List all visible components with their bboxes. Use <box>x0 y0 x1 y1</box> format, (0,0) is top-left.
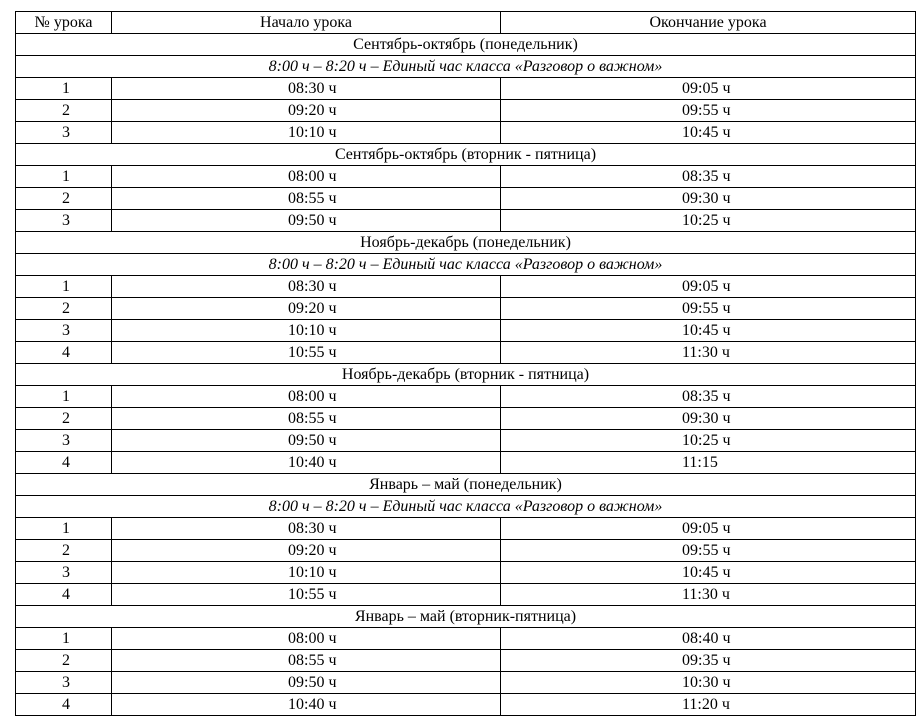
lesson-end-cell: 10:30 ч <box>501 672 916 694</box>
lesson-end-cell: 09:30 ч <box>501 408 916 430</box>
lesson-row <box>16 628 916 650</box>
lesson-end-cell: 08:35 ч <box>501 166 916 188</box>
lesson-start-cell: 10:10 ч <box>112 562 501 584</box>
period-heading: Январь – май (вторник-пятница) <box>16 606 916 628</box>
lesson-row <box>16 694 916 716</box>
lesson-number-cell: 1 <box>16 166 112 188</box>
lesson-end-header: Окончание урока <box>501 12 916 34</box>
schedule-body <box>16 34 916 716</box>
lesson-start-cell: 09:50 ч <box>112 210 501 232</box>
lesson-end-cell: 08:40 ч <box>501 628 916 650</box>
lesson-end-cell: 11:20 ч <box>501 694 916 716</box>
lesson-number-cell: 3 <box>16 430 112 452</box>
period-heading-row <box>16 144 916 166</box>
period-heading-row <box>16 474 916 496</box>
lesson-start-cell: 10:10 ч <box>112 320 501 342</box>
lesson-number-cell: 3 <box>16 672 112 694</box>
lesson-start-cell: 10:55 ч <box>112 342 501 364</box>
class-hour-note-row <box>16 496 916 518</box>
lesson-start-cell: 08:00 ч <box>112 628 501 650</box>
lesson-number-cell: 3 <box>16 122 112 144</box>
lesson-start-cell: 08:55 ч <box>112 408 501 430</box>
lesson-start-cell: 10:40 ч <box>112 694 501 716</box>
lesson-end-cell: 11:30 ч <box>501 584 916 606</box>
period-heading-row <box>16 232 916 254</box>
lesson-start-cell: 08:00 ч <box>112 166 501 188</box>
lesson-end-cell: 08:35 ч <box>501 386 916 408</box>
lesson-start-cell: 09:50 ч <box>112 672 501 694</box>
lesson-row <box>16 276 916 298</box>
lesson-end-cell: 09:05 ч <box>501 78 916 100</box>
lesson-row <box>16 650 916 672</box>
lesson-row <box>16 386 916 408</box>
lesson-end-cell: 11:15 <box>501 452 916 474</box>
lesson-row <box>16 452 916 474</box>
lesson-row <box>16 342 916 364</box>
lesson-start-cell: 09:20 ч <box>112 100 501 122</box>
lesson-end-cell: 11:30 ч <box>501 342 916 364</box>
lesson-end-cell: 10:45 ч <box>501 122 916 144</box>
class-hour-note: 8:00 ч – 8:20 ч – Единый час класса «Разговор о важном» <box>16 56 916 78</box>
lesson-start-cell: 08:30 ч <box>112 78 501 100</box>
lesson-row <box>16 584 916 606</box>
lesson-number-cell: 2 <box>16 298 112 320</box>
lesson-number-cell: 4 <box>16 694 112 716</box>
lesson-row <box>16 540 916 562</box>
lesson-number-cell: 4 <box>16 584 112 606</box>
lesson-number-cell: 1 <box>16 628 112 650</box>
lesson-row <box>16 562 916 584</box>
lesson-row <box>16 672 916 694</box>
lesson-start-cell: 08:55 ч <box>112 650 501 672</box>
lesson-end-cell: 09:55 ч <box>501 298 916 320</box>
lesson-start-cell: 10:55 ч <box>112 584 501 606</box>
lesson-number-cell: 3 <box>16 562 112 584</box>
lesson-start-header: Начало урока <box>112 12 501 34</box>
lesson-schedule-table <box>15 11 916 716</box>
lesson-row <box>16 298 916 320</box>
lesson-end-cell: 10:25 ч <box>501 430 916 452</box>
period-heading: Ноябрь-декабрь (понедельник) <box>16 232 916 254</box>
lesson-number-cell: 1 <box>16 386 112 408</box>
lesson-row <box>16 188 916 210</box>
class-hour-note-row <box>16 254 916 276</box>
lesson-number-cell: 2 <box>16 540 112 562</box>
lesson-row <box>16 408 916 430</box>
lesson-row <box>16 430 916 452</box>
lesson-start-cell: 10:10 ч <box>112 122 501 144</box>
lesson-row <box>16 166 916 188</box>
lesson-end-cell: 09:05 ч <box>501 518 916 540</box>
period-heading-row <box>16 364 916 386</box>
lesson-number-header: № урока <box>16 12 112 34</box>
lesson-end-cell: 10:45 ч <box>501 562 916 584</box>
lesson-end-cell: 09:55 ч <box>501 540 916 562</box>
lesson-row <box>16 122 916 144</box>
lesson-number-cell: 4 <box>16 342 112 364</box>
class-hour-note: 8:00 ч – 8:20 ч – Единый час класса «Разговор о важном» <box>16 254 916 276</box>
lesson-number-cell: 2 <box>16 188 112 210</box>
lesson-row <box>16 78 916 100</box>
lesson-number-cell: 1 <box>16 276 112 298</box>
period-heading: Сентябрь-октябрь (понедельник) <box>16 34 916 56</box>
lesson-start-cell: 10:40 ч <box>112 452 501 474</box>
lesson-number-cell: 2 <box>16 650 112 672</box>
lesson-start-cell: 08:00 ч <box>112 386 501 408</box>
lesson-number-cell: 2 <box>16 100 112 122</box>
lesson-number-cell: 2 <box>16 408 112 430</box>
lesson-start-cell: 08:30 ч <box>112 518 501 540</box>
lesson-start-cell: 08:30 ч <box>112 276 501 298</box>
class-hour-note-row <box>16 56 916 78</box>
lesson-end-cell: 09:55 ч <box>501 100 916 122</box>
lesson-number-cell: 1 <box>16 78 112 100</box>
lesson-start-cell: 08:55 ч <box>112 188 501 210</box>
lesson-row <box>16 210 916 232</box>
lesson-row <box>16 518 916 540</box>
class-hour-note: 8:00 ч – 8:20 ч – Единый час класса «Разговор о важном» <box>16 496 916 518</box>
table-header-row <box>16 12 916 34</box>
lesson-number-cell: 3 <box>16 320 112 342</box>
lesson-end-cell: 09:35 ч <box>501 650 916 672</box>
period-heading: Ноябрь-декабрь (вторник - пятница) <box>16 364 916 386</box>
period-heading-row <box>16 34 916 56</box>
lesson-number-cell: 3 <box>16 210 112 232</box>
lesson-end-cell: 09:05 ч <box>501 276 916 298</box>
period-heading-row <box>16 606 916 628</box>
lesson-end-cell: 10:45 ч <box>501 320 916 342</box>
lesson-end-cell: 10:25 ч <box>501 210 916 232</box>
lesson-end-cell: 09:30 ч <box>501 188 916 210</box>
period-heading: Январь – май (понедельник) <box>16 474 916 496</box>
lesson-number-cell: 4 <box>16 452 112 474</box>
period-heading: Сентябрь-октябрь (вторник - пятница) <box>16 144 916 166</box>
lesson-start-cell: 09:20 ч <box>112 540 501 562</box>
lesson-row <box>16 320 916 342</box>
lesson-start-cell: 09:20 ч <box>112 298 501 320</box>
lesson-number-cell: 1 <box>16 518 112 540</box>
lesson-row <box>16 100 916 122</box>
lesson-start-cell: 09:50 ч <box>112 430 501 452</box>
